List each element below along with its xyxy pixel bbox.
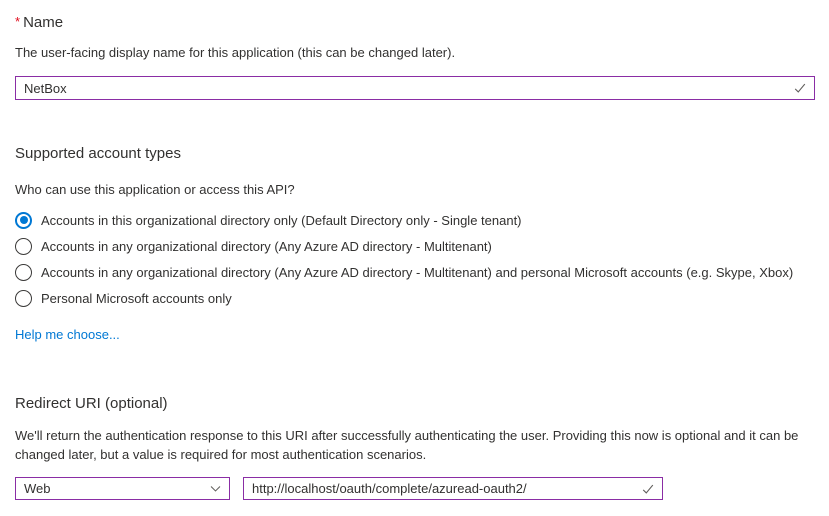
- radio-option-multitenant[interactable]: [15, 233, 815, 259]
- name-heading-label: Name: [23, 14, 64, 31]
- name-section-heading: [15, 12, 815, 33]
- checkmark-icon: [641, 482, 655, 496]
- name-input[interactable]: [16, 77, 814, 99]
- radio-option-personal-only[interactable]: [15, 285, 815, 311]
- radio-option-label: Accounts in any organizational directory (Any Azure AD directory - Multitenant): [41, 238, 492, 254]
- redirect-uri-controls: [15, 477, 815, 500]
- redirect-uri-input-container: [243, 477, 663, 500]
- platform-select-value: Web: [24, 481, 51, 496]
- checkmark-icon: [793, 81, 807, 95]
- radio-option-label: Personal Microsoft accounts only: [41, 290, 232, 306]
- radio-control[interactable]: [15, 264, 32, 281]
- required-asterisk: *: [15, 14, 21, 29]
- name-input-container: [15, 76, 815, 100]
- radio-control[interactable]: [15, 212, 32, 229]
- chevron-down-icon: [208, 482, 222, 496]
- platform-select[interactable]: [15, 477, 230, 500]
- account-types-question: Who can use this application or access this API?: [15, 182, 295, 197]
- redirect-uri-section: [15, 394, 815, 500]
- radio-option-multitenant-personal[interactable]: [15, 259, 815, 285]
- radio-option-label: Accounts in any organizational directory (Any Azure AD directory - Multitenant) and personal Microsoft accounts (e.g. Skype, Xbox): [41, 264, 794, 280]
- account-types-radio-group: [15, 207, 815, 311]
- radio-option-single-tenant[interactable]: [15, 207, 815, 233]
- help-me-choose-link[interactable]: Help me choose...: [15, 327, 120, 342]
- name-description: The user-facing display name for this application (this can be changed later).: [15, 45, 456, 60]
- radio-control[interactable]: [15, 290, 32, 307]
- account-types-heading: Supported account types: [15, 145, 181, 162]
- radio-option-label: Accounts in this organizational directory only (Default Directory only - Single tenant): [41, 212, 522, 228]
- redirect-uri-description: We'll return the authentication response to this URI after successfully authenticating the user. Providing this now is optional and it can be changed later, but a value is required for most authentication scenarios.: [15, 428, 799, 462]
- supported-account-types-section: [15, 144, 815, 344]
- redirect-uri-heading: Redirect URI (optional): [15, 395, 168, 412]
- redirect-uri-input[interactable]: [244, 478, 662, 499]
- name-section: [15, 12, 815, 100]
- radio-control[interactable]: [15, 238, 32, 255]
